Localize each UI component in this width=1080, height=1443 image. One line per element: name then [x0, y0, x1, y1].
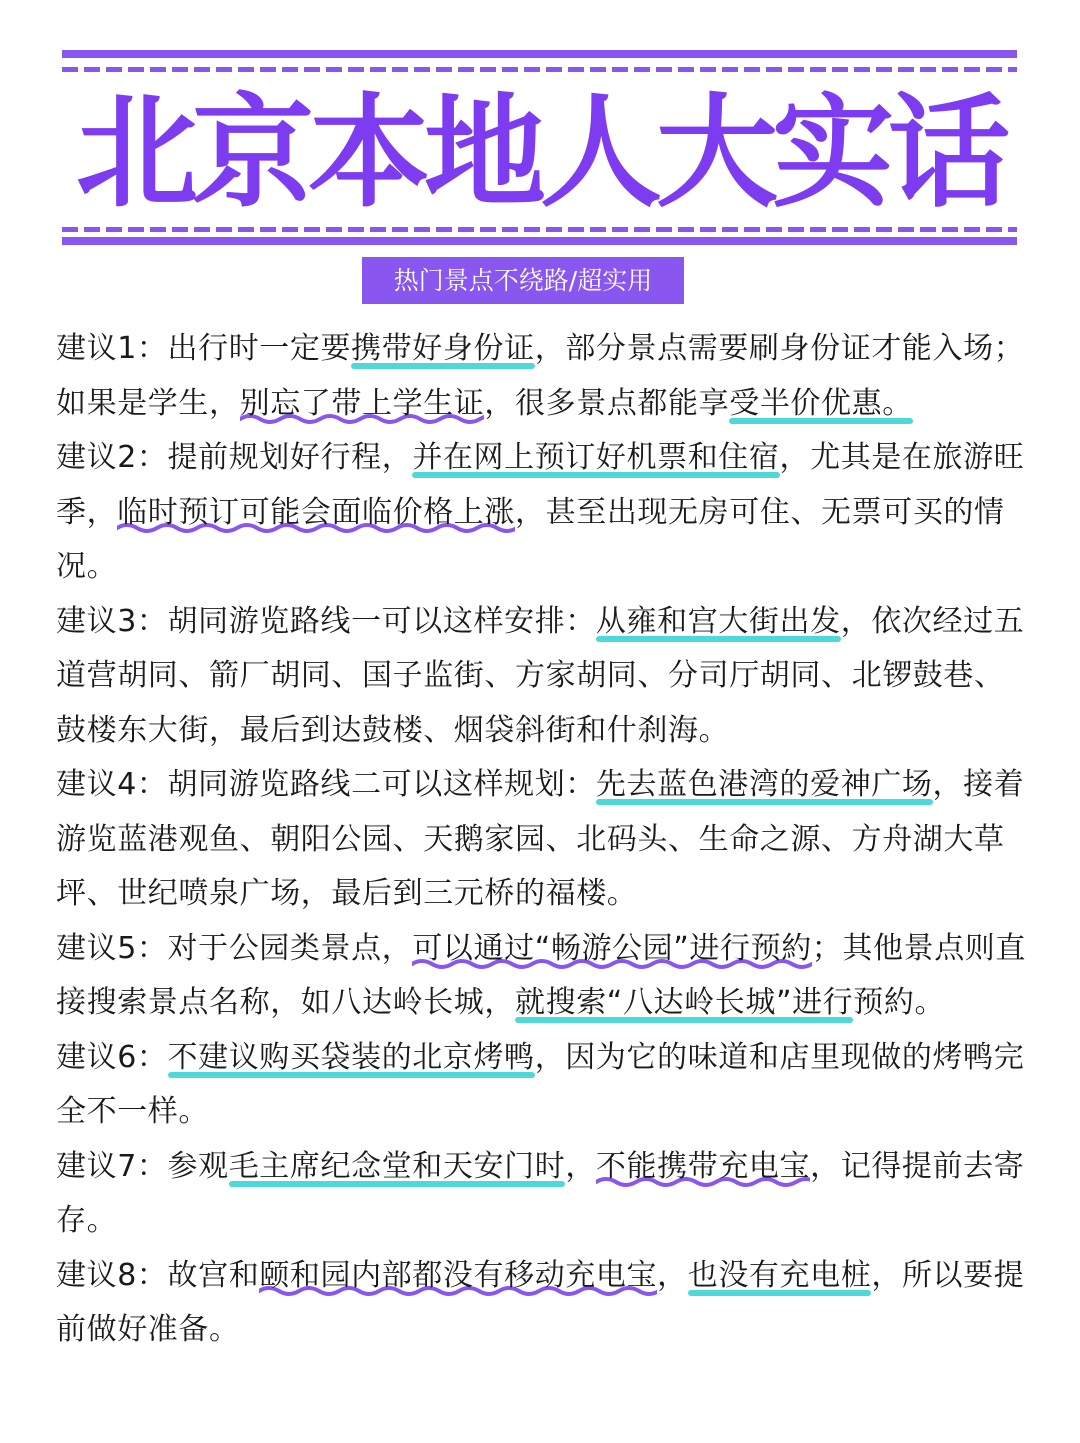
tip-label: 建议1：	[56, 331, 168, 366]
subtitle-badge: 热门景点不绕路/超实用	[362, 257, 684, 304]
highlight-wavy-underline: 别忘了带上学生证	[239, 385, 485, 421]
bottom-stripe-solid	[62, 237, 1017, 245]
tips-list	[56, 322, 1031, 1358]
highlight-teal-underline: 从雍和宫大街出发	[595, 603, 841, 639]
tip-text: ，	[565, 1148, 596, 1184]
tip-text: 提前规划好行程，	[167, 440, 413, 475]
highlight-teal-underline: 就搜索“八达岭长城”进行	[515, 985, 854, 1020]
tip-text: 出行时一定要	[167, 331, 352, 366]
tip-paragraph	[56, 922, 1031, 1031]
tip-paragraph	[56, 1140, 1031, 1249]
tip-text: ，所以要提前做好准备。	[56, 1257, 1025, 1347]
page-title: 北京本地人大实话	[76, 82, 1004, 224]
tip-text: ，很多景点都能享	[484, 385, 730, 421]
tip-label: 建议2：	[56, 440, 168, 475]
tip-label: 建议7：	[56, 1148, 168, 1184]
tip-paragraph	[56, 758, 1031, 922]
tip-paragraph	[56, 1249, 1031, 1358]
tip-text: 胡同游览路线一可以这样安排：	[167, 603, 596, 639]
highlight-teal-underline: 毛主席纪念堂和天安门时	[228, 1148, 566, 1184]
highlight-teal-underline: 不建议购买袋装的北京烤鸭	[167, 1039, 535, 1075]
tip-text: ，甚至出现无房可住、无票可买的情况。	[56, 494, 1005, 584]
tip-label: 建议5：	[56, 930, 168, 966]
tip-label: 建议8：	[56, 1257, 168, 1293]
tip-paragraph	[56, 431, 1031, 595]
tip-text: ，接着游览蓝港观鱼、朝阳公园、天鹅家园、北码头、生命之源、方舟湖大草坪、世纪喷泉广场，最后到三元桥的福楼。	[56, 767, 1025, 911]
highlight-teal-underline: 并在网上预订好机票和住宿	[412, 440, 780, 475]
highlight-wavy-underline: 颐和园内部都没有移动充电宝	[259, 1257, 658, 1293]
tip-text: 预約。	[853, 985, 946, 1020]
tip-text: ，	[657, 1257, 688, 1293]
tip-text: ，因为它的味道和店里现做的烤鸭完全不一样。	[56, 1039, 1025, 1129]
tip-text: 胡同游览路线二可以这样规划：	[167, 767, 596, 802]
tip-label: 建议3：	[56, 603, 168, 639]
highlight-wavy-underline: 不能携带充电宝	[595, 1148, 811, 1184]
tip-paragraph	[56, 322, 1031, 431]
tip-text: ，记得提前去寄存。	[56, 1148, 1025, 1238]
highlight-teal-underline: 先去蓝色港湾的爱神广场	[595, 767, 933, 802]
tip-label: 建议4：	[56, 767, 168, 802]
tip-paragraph	[56, 1031, 1031, 1140]
tip-text: 对于公园类景点，	[167, 930, 413, 966]
tip-text: ，尤其是在旅游旺季，	[56, 440, 1025, 530]
tip-text: ，部分景点需要刷身份证才能入场；如果是学生，	[56, 331, 1025, 421]
tip-text: 故宫和	[167, 1257, 260, 1293]
highlight-teal-underline: 携带好身份证	[351, 331, 535, 366]
tip-text: ；其他景点则直接搜索景点名称，如八达岭长城，	[56, 930, 1026, 1020]
highlight-wavy-underline: 可以通过“畅游公园”进行预約	[412, 930, 812, 966]
tip-paragraph	[56, 595, 1031, 759]
highlight-wavy-underline: 临时预订可能会面临价格上涨	[117, 494, 516, 530]
tip-label: 建议6：	[56, 1039, 168, 1075]
bottom-stripe-dashed	[62, 227, 1017, 232]
tip-text: 参观	[167, 1148, 229, 1184]
top-stripe-dashed	[62, 67, 1017, 72]
top-stripe-solid	[62, 50, 1017, 58]
tip-text: ，依次经过五道营胡同、箭厂胡同、国子监街、方家胡同、分司厅胡同、北锣鼓巷、鼓楼东大街，最后到达鼓楼、烟袋斜街和什刹海。	[56, 603, 1025, 748]
highlight-teal-underline: 受半价优惠。	[729, 385, 913, 421]
highlight-teal-underline: 也没有充电桩	[687, 1257, 872, 1293]
